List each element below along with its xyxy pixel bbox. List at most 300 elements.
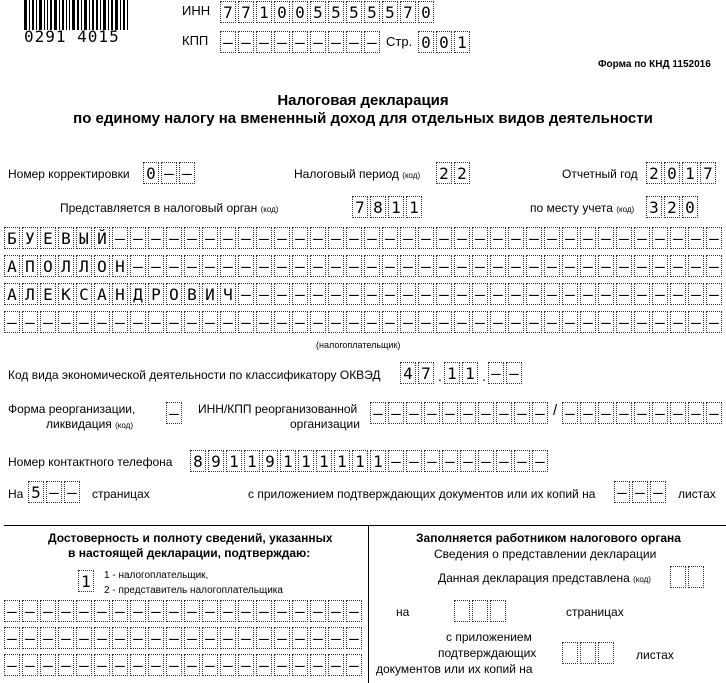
form-cell [670,566,686,588]
form-cell: – [256,255,272,277]
form-cell: Н [112,283,128,305]
form-cell: – [238,255,254,277]
form-cell: – [616,227,632,249]
form-cell: – [652,283,668,305]
form-cell: И [202,283,218,305]
form-cell: – [220,255,236,277]
officer-sheets-field[interactable] [562,642,616,664]
form-cell: 7 [238,1,254,23]
phone-field[interactable] [190,450,550,472]
form-cell: – [274,654,290,676]
form-cell: – [256,31,272,53]
form-cell: – [346,255,362,277]
form-cell: – [274,627,290,649]
form-cell: – [488,362,504,384]
reorg-label-2: ликвидация (код) [46,417,133,431]
form-cell: 7 [400,1,416,23]
form-cell: – [202,227,218,249]
form-cell: 2 [436,162,452,184]
form-cell: 5 [28,481,44,503]
form-cell: – [562,283,578,305]
form-cell: – [652,311,668,333]
signer-line-3[interactable] [4,654,364,676]
attach-label: с приложением подтверждающих документов или их копий на [248,487,596,501]
form-cell: – [220,227,236,249]
form-cell: – [454,283,470,305]
form-cell: 0 [436,31,452,53]
form-cell: – [166,627,182,649]
form-cell: – [220,600,236,622]
form-cell: 1 [298,450,314,472]
reorg-kpp-field[interactable] [562,402,724,424]
form-cell: – [94,627,110,649]
form-cell: – [436,255,452,277]
form-cell [490,600,506,622]
form-cell: – [442,402,458,424]
form-cell: – [508,283,524,305]
form-cell: – [670,227,686,249]
form-cell: 1 [226,450,242,472]
form-cell: 1 [388,196,404,218]
tax-authority-label: Представляется в налоговый орган (код) [60,201,279,215]
reorg-field[interactable] [166,402,184,424]
form-cell: – [22,311,38,333]
form-cell: 0 [664,162,680,184]
form-cell: 7 [352,196,368,218]
form-cell: – [400,255,416,277]
form-cell: – [112,227,128,249]
form-cell: – [598,283,614,305]
form-cell: 5 [382,1,398,23]
form-cell: Е [40,227,56,249]
form-cell: – [4,311,20,333]
form-cell: – [616,402,632,424]
form-cell: – [76,311,92,333]
form-cell: 7 [418,362,434,384]
form-cell: В [184,283,200,305]
form-cell: – [544,255,560,277]
form-cell: – [40,627,56,649]
form-cell [454,600,470,622]
confirm-field[interactable] [78,570,96,592]
form-cell: 1 [334,450,350,472]
form-cell: – [40,600,56,622]
form-cell: 9 [262,450,278,472]
form-cell: – [580,402,596,424]
form-cell: – [310,600,326,622]
form-cell: – [454,255,470,277]
form-cell: – [580,227,596,249]
form-cell: – [454,227,470,249]
form-cell: – [328,283,344,305]
form-cell: – [388,402,404,424]
form-cell: – [490,311,506,333]
form-cell: – [292,227,308,249]
form-cell: – [508,227,524,249]
form-cell: – [364,255,380,277]
correction-field[interactable] [143,162,197,184]
attach-field[interactable] [614,481,668,503]
form-cell: – [238,311,254,333]
form-cell: – [544,311,560,333]
form-cell: – [472,311,488,333]
okved-label: Код вида экономической деятельности по классификатору ОКВЭД [8,368,381,382]
form-cell: – [310,311,326,333]
report-year-label: Отчетный год [562,167,638,181]
place-field[interactable] [646,196,700,218]
form-cell: О [94,255,110,277]
form-cell: – [632,481,648,503]
form-cell: – [670,255,686,277]
form-cell: – [544,283,560,305]
report-year-field[interactable] [646,162,718,184]
form-cell: – [346,654,362,676]
form-cell: – [496,450,512,472]
form-cell: – [166,402,182,424]
form-cell: – [238,31,254,53]
form-cell: – [472,227,488,249]
form-cell: – [598,255,614,277]
form-cell: 1 [280,450,296,472]
form-cell: – [256,654,272,676]
signer-line-2[interactable] [4,627,364,649]
form-cell: – [688,283,704,305]
form-cell: – [562,255,578,277]
form-cell: Й [94,227,110,249]
officer-attach-2: подтверждающих [438,646,537,660]
form-cell: – [238,227,254,249]
form-cell: Л [22,283,38,305]
form-cell: – [346,283,362,305]
form-cell: – [490,283,506,305]
page-field[interactable] [418,31,472,53]
form-cell: – [454,311,470,333]
form-cell [580,642,596,664]
form-cell: – [238,654,254,676]
form-cell: – [292,283,308,305]
form-cell: – [496,402,512,424]
form-cell: – [112,600,128,622]
form-cell: – [706,283,722,305]
form-cell: – [328,255,344,277]
form-cell: – [364,227,380,249]
page-subtitle: по единому налогу на вмененный доход для отдельных видов деятельности [73,110,653,127]
form-cell: – [46,481,62,503]
okved-field[interactable]: 4 7 . 1 1 . – – [400,362,524,384]
form-cell: – [478,402,494,424]
form-cell: – [382,255,398,277]
confirm-title-1: Достоверность и полноту сведений, указанных [48,531,333,545]
form-cell: – [460,402,476,424]
form-cell: С [76,283,92,305]
officer-subtitle: Сведения о представлении декларации [434,547,657,561]
form-cell: – [184,255,200,277]
form-cell: – [688,227,704,249]
reorg-inn-label-2: организации [290,417,360,431]
form-cell: – [328,227,344,249]
taxpayer-caption: (налогоплательщик) [316,340,401,350]
form-cell: Р [148,283,164,305]
form-cell: – [40,311,56,333]
form-cell: – [256,311,272,333]
form-cell: – [346,311,362,333]
form-cell: 7 [220,1,236,23]
form-cell: – [508,255,524,277]
form-cell: 2 [664,196,680,218]
form-cell: – [514,402,530,424]
form-cell: – [274,31,290,53]
form-cell: – [598,402,614,424]
page-label: Стр. [386,34,413,49]
form-cell: – [40,654,56,676]
form-cell: – [94,600,110,622]
form-cell: – [614,481,630,503]
form-cell: – [166,600,182,622]
form-cell: – [220,654,236,676]
officer-attach-1: с приложением [446,630,532,644]
form-cell: 7 [700,162,716,184]
officer-pages-label: страницах [566,605,624,619]
form-cell: 5 [346,1,362,23]
form-cell: – [652,402,668,424]
form-cell: 1 [462,362,478,384]
form-cell: – [310,31,326,53]
form-cell: – [364,31,380,53]
form-cell: Б [4,227,20,249]
form-cell: – [400,283,416,305]
form-cell: 1 [406,196,422,218]
form-cell: – [58,311,74,333]
officer-title: Заполняется работником налогового органа [416,531,681,545]
signer-line-1[interactable] [4,600,364,622]
form-cell: – [130,654,146,676]
form-cell: – [490,255,506,277]
form-cell: – [382,283,398,305]
form-cell: – [220,31,236,53]
reorg-slash: / [553,402,558,419]
taxpayer-line-4[interactable] [4,311,724,333]
form-cell: – [670,283,686,305]
form-cell: – [148,627,164,649]
form-cell: – [22,654,38,676]
form-cell: – [706,255,722,277]
form-cell: – [292,31,308,53]
form-cell: – [514,450,530,472]
reorg-inn-field[interactable] [370,402,550,424]
form-cell: – [76,600,92,622]
form-cell: 8 [190,450,206,472]
attach-suffix: листах [678,487,716,501]
section-divider [4,525,726,526]
place-label: по месту учета (код) [530,201,635,215]
form-cell: – [112,627,128,649]
form-cell: – [580,311,596,333]
form-cell: – [706,227,722,249]
form-cell: – [310,283,326,305]
form-cell: Л [58,255,74,277]
form-cell: 3 [646,196,662,218]
form-cell: – [652,227,668,249]
form-cell: – [472,283,488,305]
form-cell: – [220,311,236,333]
form-cell: – [382,311,398,333]
column-divider [368,525,369,683]
form-cell: – [400,227,416,249]
form-cell: – [292,654,308,676]
reorg-label-1: Форма реорганизации, [8,402,136,416]
form-cell: Е [40,283,56,305]
form-cell: Д [130,283,146,305]
form-cell: – [112,311,128,333]
form-cell: – [166,255,182,277]
form-cell: – [256,227,272,249]
form-cell: – [688,402,704,424]
form-cell: – [616,311,632,333]
form-cell: 1 [682,162,698,184]
form-cell: – [161,162,177,184]
form-cell: А [4,283,20,305]
officer-sheets-label: листах [636,648,674,662]
form-cell: – [22,600,38,622]
officer-pages-field[interactable] [454,600,508,622]
form-cell: – [202,600,218,622]
form-cell: – [148,255,164,277]
form-cell: 1 [454,31,470,53]
form-cell: – [166,311,182,333]
inn-field[interactable] [220,1,436,23]
form-cell: – [364,283,380,305]
form-cell: – [328,627,344,649]
form-cell: – [310,227,326,249]
form-cell: – [562,311,578,333]
form-cell [598,642,614,664]
form-cell: – [580,255,596,277]
form-cell: – [130,627,146,649]
form-cell: – [400,311,416,333]
form-cell: – [130,255,146,277]
form-cell: – [346,227,362,249]
confirm-title-2: в настоящей декларации, подтверждаю: [68,546,311,560]
form-cell: – [388,450,404,472]
form-cell: П [22,255,38,277]
form-cell: – [688,311,704,333]
form-cell: – [706,311,722,333]
kpp-label: КПП [182,33,209,48]
form-cell: – [424,450,440,472]
form-cell: – [670,402,686,424]
form-cell: 1 [352,450,368,472]
form-cell: – [526,255,542,277]
form-cell: 5 [328,1,344,23]
tax-period-field[interactable] [436,162,472,184]
confirm-option-2: 2 - представитель налогоплательщика [104,585,283,596]
form-cell: – [94,311,110,333]
form-cell: – [634,402,650,424]
taxpayer-line-1[interactable] [4,227,724,249]
form-cell: – [436,227,452,249]
barcode-number: 0291 4015 [24,27,120,46]
form-cell: – [650,481,666,503]
form-cell: – [292,627,308,649]
form-cell: – [328,31,344,53]
form-cell: – [202,311,218,333]
form-cell: – [256,627,272,649]
form-cell: 0 [682,196,698,218]
form-cell: – [274,255,290,277]
form-cell: – [184,600,200,622]
form-cell: – [148,227,164,249]
form-cell: – [328,654,344,676]
form-cell: – [148,654,164,676]
form-cell: – [436,311,452,333]
kpp-field[interactable] [220,31,382,53]
form-cell: 1 [316,450,332,472]
form-code: Форма по КНД 1152016 [598,59,711,70]
form-cell: О [40,255,56,277]
form-cell: 0 [274,1,290,23]
form-cell: – [184,654,200,676]
form-cell: – [598,227,614,249]
form-cell: – [4,654,20,676]
form-cell: – [238,627,254,649]
form-cell: – [166,227,182,249]
form-cell: А [4,255,20,277]
form-cell: – [544,227,560,249]
form-cell: – [706,402,722,424]
form-cell: – [130,311,146,333]
form-cell: – [418,283,434,305]
form-cell: 1 [444,362,460,384]
form-cell: – [256,283,272,305]
page-title: Налоговая декларация [277,92,449,109]
form-cell: – [670,311,686,333]
form-cell: – [442,450,458,472]
form-cell: – [616,283,632,305]
form-cell: – [274,600,290,622]
form-cell: – [274,311,290,333]
form-cell: – [184,627,200,649]
form-cell: – [64,481,80,503]
form-cell: – [382,227,398,249]
form-cell: – [292,255,308,277]
form-cell: – [436,283,452,305]
form-cell: – [346,627,362,649]
form-cell: – [328,600,344,622]
form-cell: – [406,450,422,472]
pages-prefix: На [8,487,24,501]
form-cell: – [58,600,74,622]
tax-authority-field[interactable] [352,196,424,218]
form-cell: Л [76,255,92,277]
form-cell: – [179,162,195,184]
form-cell: – [532,450,548,472]
taxpayer-line-3[interactable] [4,283,724,305]
form-cell [688,566,704,588]
form-cell: О [166,283,182,305]
form-cell: – [58,654,74,676]
taxpayer-line-2[interactable] [4,255,724,277]
form-cell: 5 [310,1,326,23]
form-cell: – [4,627,20,649]
presented-field[interactable] [670,566,706,588]
form-cell: – [274,227,290,249]
form-cell: – [370,402,386,424]
form-cell: – [634,227,650,249]
pages-field[interactable] [28,481,82,503]
phone-label: Номер контактного телефона [8,455,173,469]
form-cell: 1 [78,570,94,592]
form-cell: – [76,627,92,649]
